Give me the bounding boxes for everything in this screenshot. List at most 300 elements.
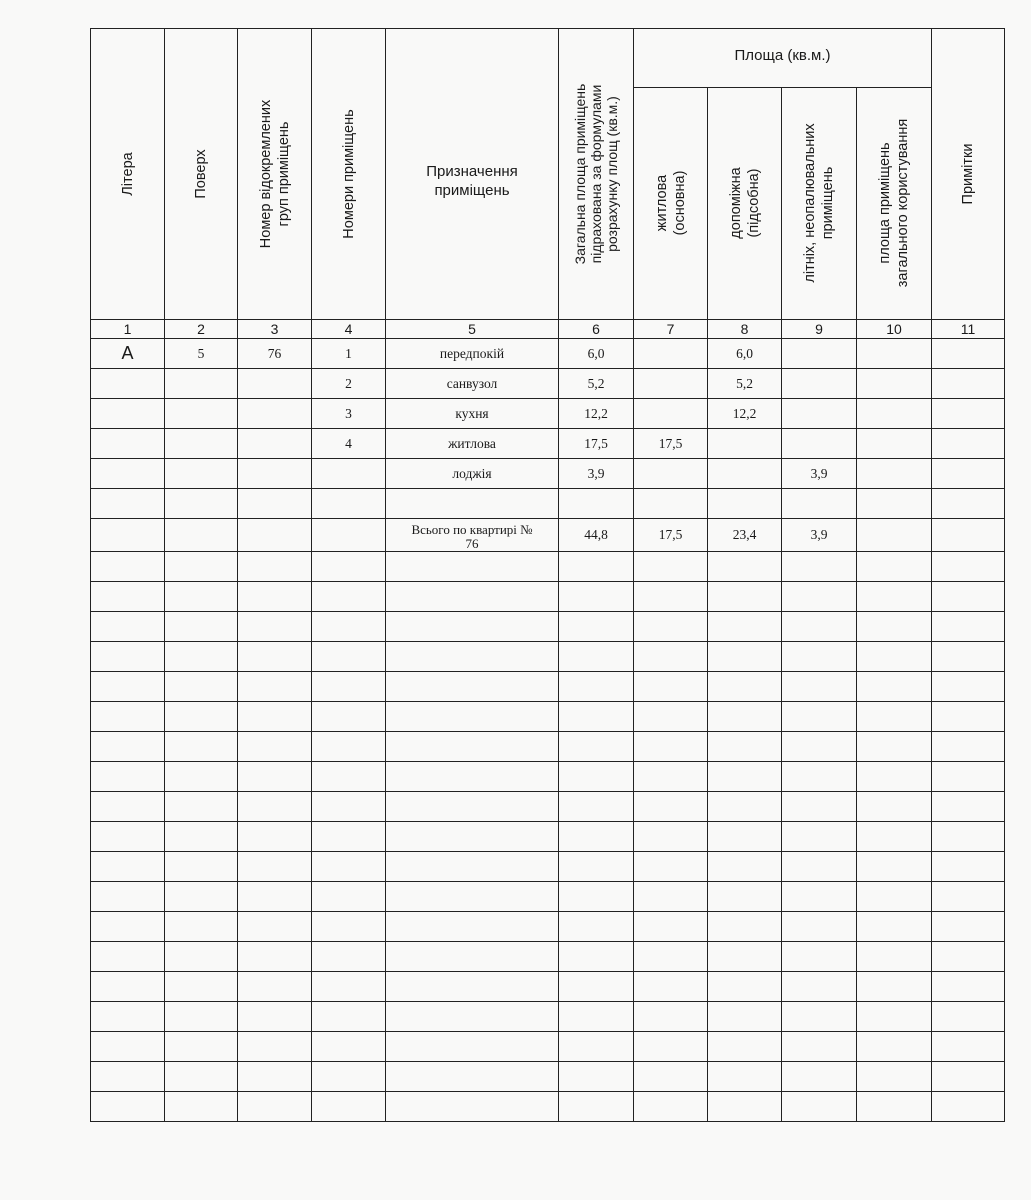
cell-total: 6,0 xyxy=(559,339,634,369)
empty-cell xyxy=(708,702,782,732)
empty-cell xyxy=(238,1092,312,1122)
empty-cell xyxy=(312,942,386,972)
empty-cell xyxy=(708,1002,782,1032)
cell-notes xyxy=(932,489,1005,519)
total-total: 44,8 xyxy=(559,519,634,552)
empty-row xyxy=(91,732,1005,762)
cell-group xyxy=(238,369,312,399)
cell-purpose: санвузол xyxy=(386,369,559,399)
empty-cell xyxy=(165,972,238,1002)
empty-cell xyxy=(782,882,857,912)
empty-row xyxy=(91,852,1005,882)
total-summer: 3,9 xyxy=(782,519,857,552)
empty-cell xyxy=(312,1062,386,1092)
empty-cell xyxy=(857,912,932,942)
empty-cell xyxy=(238,612,312,642)
cell-aux xyxy=(708,459,782,489)
empty-cell xyxy=(312,972,386,1002)
empty-cell xyxy=(165,519,238,552)
empty-cell xyxy=(91,582,165,612)
empty-cell xyxy=(708,972,782,1002)
cell-room xyxy=(312,459,386,489)
cell-aux xyxy=(708,429,782,459)
empty-cell xyxy=(165,642,238,672)
empty-cell xyxy=(91,732,165,762)
cell-floor xyxy=(165,489,238,519)
empty-row xyxy=(91,642,1005,672)
cell-notes xyxy=(932,369,1005,399)
cell-living: 17,5 xyxy=(634,429,708,459)
empty-cell xyxy=(782,672,857,702)
empty-cell xyxy=(91,972,165,1002)
empty-row xyxy=(91,1062,1005,1092)
empty-cell xyxy=(165,1092,238,1122)
empty-cell xyxy=(312,762,386,792)
col-number: 8 xyxy=(708,320,782,339)
header-purpose: Призначення приміщень xyxy=(386,29,559,320)
cell-living xyxy=(634,489,708,519)
empty-cell xyxy=(559,882,634,912)
empty-cell xyxy=(386,732,559,762)
header-floor: Поверх xyxy=(165,29,238,320)
empty-cell xyxy=(857,552,932,582)
empty-cell xyxy=(312,702,386,732)
empty-cell xyxy=(708,1032,782,1062)
empty-cell xyxy=(634,912,708,942)
empty-cell xyxy=(312,912,386,942)
empty-cell xyxy=(634,672,708,702)
empty-cell xyxy=(312,552,386,582)
table-row xyxy=(91,489,1005,519)
empty-cell xyxy=(708,1092,782,1122)
empty-cell xyxy=(238,642,312,672)
empty-cell xyxy=(782,912,857,942)
cell-aux: 6,0 xyxy=(708,339,782,369)
empty-cell xyxy=(91,1092,165,1122)
empty-cell xyxy=(386,912,559,942)
empty-cell xyxy=(165,942,238,972)
empty-cell xyxy=(165,822,238,852)
empty-cell xyxy=(238,1062,312,1092)
empty-cell xyxy=(165,732,238,762)
cell-group xyxy=(238,459,312,489)
empty-cell xyxy=(634,852,708,882)
empty-row xyxy=(91,702,1005,732)
header-litera: Літера xyxy=(91,29,165,320)
table-row xyxy=(91,369,1005,399)
empty-cell xyxy=(932,1002,1005,1032)
empty-cell xyxy=(91,519,165,552)
empty-cell xyxy=(386,672,559,702)
empty-cell xyxy=(932,882,1005,912)
empty-row xyxy=(91,552,1005,582)
empty-row xyxy=(91,1092,1005,1122)
cell-living xyxy=(634,459,708,489)
empty-cell xyxy=(634,1032,708,1062)
empty-cell xyxy=(559,672,634,702)
empty-cell xyxy=(238,972,312,1002)
header-notes: Примітки xyxy=(932,29,1005,320)
header-summer: літніх, неопалювальних приміщень xyxy=(782,87,857,319)
empty-cell xyxy=(165,762,238,792)
empty-cell xyxy=(559,942,634,972)
empty-cell xyxy=(165,792,238,822)
empty-cell xyxy=(634,1002,708,1032)
cell-litera: А xyxy=(91,339,165,369)
cell-litera xyxy=(91,399,165,429)
cell-aux: 5,2 xyxy=(708,369,782,399)
empty-cell xyxy=(634,732,708,762)
empty-cell xyxy=(91,642,165,672)
cell-common xyxy=(857,399,932,429)
empty-cell xyxy=(782,792,857,822)
empty-cell xyxy=(857,822,932,852)
empty-cell xyxy=(857,642,932,672)
empty-cell xyxy=(708,912,782,942)
cell-common xyxy=(857,339,932,369)
cell-group xyxy=(238,429,312,459)
empty-cell xyxy=(386,702,559,732)
empty-cell xyxy=(312,822,386,852)
cell-living xyxy=(634,399,708,429)
cell-summer xyxy=(782,489,857,519)
empty-cell xyxy=(559,1002,634,1032)
empty-cell xyxy=(708,732,782,762)
empty-cell xyxy=(782,942,857,972)
empty-cell xyxy=(238,762,312,792)
header-total-area: Загальна площа приміщень підрахована за формулами розрахунку площ (кв.м.) xyxy=(559,29,634,320)
table-row xyxy=(91,459,1005,489)
empty-cell xyxy=(238,1032,312,1062)
empty-cell xyxy=(91,852,165,882)
empty-cell xyxy=(165,612,238,642)
cell-notes xyxy=(932,399,1005,429)
empty-cell xyxy=(238,582,312,612)
empty-cell xyxy=(782,552,857,582)
empty-cell xyxy=(857,732,932,762)
empty-cell xyxy=(312,732,386,762)
total-row xyxy=(91,519,1005,552)
empty-cell xyxy=(312,852,386,882)
empty-cell xyxy=(91,702,165,732)
cell-room: 1 xyxy=(312,339,386,369)
empty-cell xyxy=(559,912,634,942)
empty-cell xyxy=(238,912,312,942)
empty-cell xyxy=(782,732,857,762)
cell-room: 3 xyxy=(312,399,386,429)
empty-cell xyxy=(91,1062,165,1092)
cell-group xyxy=(238,489,312,519)
cell-living xyxy=(634,339,708,369)
empty-cell xyxy=(91,672,165,702)
empty-cell xyxy=(932,702,1005,732)
empty-cell xyxy=(708,642,782,672)
empty-cell xyxy=(386,582,559,612)
empty-cell xyxy=(857,702,932,732)
cell-floor xyxy=(165,459,238,489)
header-group-number: Номер відокремлених груп приміщень xyxy=(238,29,312,320)
empty-cell xyxy=(386,1002,559,1032)
empty-cell xyxy=(634,642,708,672)
empty-cell xyxy=(932,972,1005,1002)
cell-aux xyxy=(708,489,782,519)
empty-cell xyxy=(782,762,857,792)
col-number: 7 xyxy=(634,320,708,339)
empty-cell xyxy=(932,582,1005,612)
table-row xyxy=(91,399,1005,429)
empty-cell xyxy=(634,762,708,792)
empty-cell xyxy=(165,1032,238,1062)
empty-cell xyxy=(91,612,165,642)
empty-cell xyxy=(386,552,559,582)
empty-cell xyxy=(386,1062,559,1092)
empty-cell xyxy=(91,882,165,912)
cell-common xyxy=(857,369,932,399)
empty-cell xyxy=(857,1062,932,1092)
empty-cell xyxy=(312,882,386,912)
empty-cell xyxy=(559,972,634,1002)
empty-cell xyxy=(708,942,782,972)
empty-row xyxy=(91,972,1005,1002)
empty-cell xyxy=(857,762,932,792)
empty-cell xyxy=(312,519,386,552)
empty-cell xyxy=(165,552,238,582)
cell-summer xyxy=(782,399,857,429)
empty-cell xyxy=(932,852,1005,882)
empty-cell xyxy=(634,942,708,972)
empty-row xyxy=(91,942,1005,972)
empty-row xyxy=(91,672,1005,702)
cell-group: 76 xyxy=(238,339,312,369)
empty-cell xyxy=(386,762,559,792)
empty-cell xyxy=(238,822,312,852)
empty-cell xyxy=(386,1092,559,1122)
empty-cell xyxy=(238,702,312,732)
empty-cell xyxy=(634,972,708,1002)
empty-cell xyxy=(708,822,782,852)
empty-cell xyxy=(782,642,857,672)
empty-cell xyxy=(857,582,932,612)
empty-cell xyxy=(932,912,1005,942)
empty-cell xyxy=(559,642,634,672)
empty-cell xyxy=(312,582,386,612)
empty-cell xyxy=(932,822,1005,852)
empty-cell xyxy=(312,792,386,822)
empty-cell xyxy=(857,1032,932,1062)
empty-cell xyxy=(559,612,634,642)
empty-row xyxy=(91,822,1005,852)
cell-purpose: передпокій xyxy=(386,339,559,369)
col-number: 5 xyxy=(386,320,559,339)
cell-summer: 3,9 xyxy=(782,459,857,489)
empty-cell xyxy=(386,822,559,852)
empty-cell xyxy=(91,1002,165,1032)
cell-purpose: лоджія xyxy=(386,459,559,489)
empty-cell xyxy=(91,942,165,972)
empty-cell xyxy=(312,1002,386,1032)
empty-cell xyxy=(932,672,1005,702)
empty-cell xyxy=(312,1032,386,1062)
empty-cell xyxy=(634,582,708,612)
cell-summer xyxy=(782,369,857,399)
empty-cell xyxy=(386,792,559,822)
empty-cell xyxy=(634,552,708,582)
cell-floor xyxy=(165,369,238,399)
empty-cell xyxy=(932,942,1005,972)
cell-common xyxy=(857,429,932,459)
cell-purpose: кухня xyxy=(386,399,559,429)
table-row xyxy=(91,339,1005,369)
empty-cell xyxy=(386,1032,559,1062)
column-number-row xyxy=(91,320,1005,339)
cell-living xyxy=(634,369,708,399)
empty-cell xyxy=(708,612,782,642)
col-number: 11 xyxy=(932,320,1005,339)
empty-cell xyxy=(782,852,857,882)
empty-cell xyxy=(559,552,634,582)
empty-cell xyxy=(932,612,1005,642)
col-number: 2 xyxy=(165,320,238,339)
empty-cell xyxy=(932,1092,1005,1122)
col-number: 10 xyxy=(857,320,932,339)
empty-cell xyxy=(386,882,559,912)
empty-cell xyxy=(559,762,634,792)
total-living: 17,5 xyxy=(634,519,708,552)
empty-row xyxy=(91,582,1005,612)
empty-cell xyxy=(708,762,782,792)
empty-cell xyxy=(857,672,932,702)
cell-room: 2 xyxy=(312,369,386,399)
empty-cell xyxy=(782,822,857,852)
empty-cell xyxy=(559,1032,634,1062)
empty-cell xyxy=(238,552,312,582)
empty-cell xyxy=(782,702,857,732)
empty-cell xyxy=(165,702,238,732)
empty-cell xyxy=(91,552,165,582)
cell-litera xyxy=(91,489,165,519)
empty-cell xyxy=(559,792,634,822)
cell-summer xyxy=(782,429,857,459)
empty-cell xyxy=(165,912,238,942)
empty-cell xyxy=(857,1092,932,1122)
cell-notes xyxy=(932,459,1005,489)
empty-cell xyxy=(708,882,782,912)
empty-cell xyxy=(386,642,559,672)
empty-cell xyxy=(782,1032,857,1062)
header-room-numbers: Номери приміщень xyxy=(312,29,386,320)
empty-cell xyxy=(782,582,857,612)
cell-room xyxy=(312,489,386,519)
col-number: 3 xyxy=(238,320,312,339)
empty-cell xyxy=(634,612,708,642)
empty-cell xyxy=(559,852,634,882)
empty-cell xyxy=(91,792,165,822)
empty-cell xyxy=(932,1032,1005,1062)
empty-cell xyxy=(165,582,238,612)
empty-cell xyxy=(634,882,708,912)
empty-cell xyxy=(238,732,312,762)
empty-cell xyxy=(165,882,238,912)
cell-litera xyxy=(91,459,165,489)
empty-cell xyxy=(91,912,165,942)
empty-cell xyxy=(708,792,782,822)
col-number: 6 xyxy=(559,320,634,339)
empty-cell xyxy=(932,792,1005,822)
empty-cell xyxy=(932,762,1005,792)
empty-cell xyxy=(932,732,1005,762)
empty-row xyxy=(91,1032,1005,1062)
empty-cell xyxy=(634,822,708,852)
empty-cell xyxy=(312,672,386,702)
empty-cell xyxy=(782,1002,857,1032)
cell-purpose: житлова xyxy=(386,429,559,459)
empty-cell xyxy=(708,1062,782,1092)
empty-cell xyxy=(782,1092,857,1122)
empty-cell xyxy=(932,1062,1005,1092)
empty-cell xyxy=(559,1092,634,1122)
cell-group xyxy=(238,399,312,429)
cell-room: 4 xyxy=(312,429,386,459)
empty-cell xyxy=(559,732,634,762)
empty-cell xyxy=(708,672,782,702)
col-number: 4 xyxy=(312,320,386,339)
empty-row xyxy=(91,792,1005,822)
empty-row xyxy=(91,912,1005,942)
empty-cell xyxy=(559,822,634,852)
cell-total: 17,5 xyxy=(559,429,634,459)
empty-row xyxy=(91,762,1005,792)
header-area-group: Площа (кв.м.) xyxy=(634,29,932,88)
cell-litera xyxy=(91,369,165,399)
empty-cell xyxy=(559,582,634,612)
empty-cell xyxy=(238,1002,312,1032)
empty-cell xyxy=(165,672,238,702)
table-row xyxy=(91,429,1005,459)
empty-cell xyxy=(857,882,932,912)
empty-cell xyxy=(312,642,386,672)
empty-cell xyxy=(782,612,857,642)
empty-cell xyxy=(238,882,312,912)
empty-cell xyxy=(559,702,634,732)
empty-row xyxy=(91,612,1005,642)
header-auxiliary: допоміжна (підсобна) xyxy=(708,87,782,319)
empty-cell xyxy=(857,1002,932,1032)
cell-floor xyxy=(165,399,238,429)
col-number: 9 xyxy=(782,320,857,339)
total-label: Всього по квартирі № 76 xyxy=(386,519,559,552)
col-number: 1 xyxy=(91,320,165,339)
cell-litera xyxy=(91,429,165,459)
cell-floor xyxy=(165,429,238,459)
empty-cell xyxy=(708,582,782,612)
empty-cell xyxy=(312,612,386,642)
empty-cell xyxy=(932,519,1005,552)
cell-total: 12,2 xyxy=(559,399,634,429)
total-aux: 23,4 xyxy=(708,519,782,552)
empty-cell xyxy=(312,1092,386,1122)
empty-cell xyxy=(708,852,782,882)
empty-cell xyxy=(857,942,932,972)
empty-cell xyxy=(165,1002,238,1032)
empty-cell xyxy=(857,519,932,552)
empty-cell xyxy=(857,852,932,882)
empty-cell xyxy=(91,1032,165,1062)
cell-total: 5,2 xyxy=(559,369,634,399)
cell-purpose xyxy=(386,489,559,519)
empty-cell xyxy=(634,702,708,732)
empty-cell xyxy=(238,792,312,822)
empty-cell xyxy=(386,612,559,642)
